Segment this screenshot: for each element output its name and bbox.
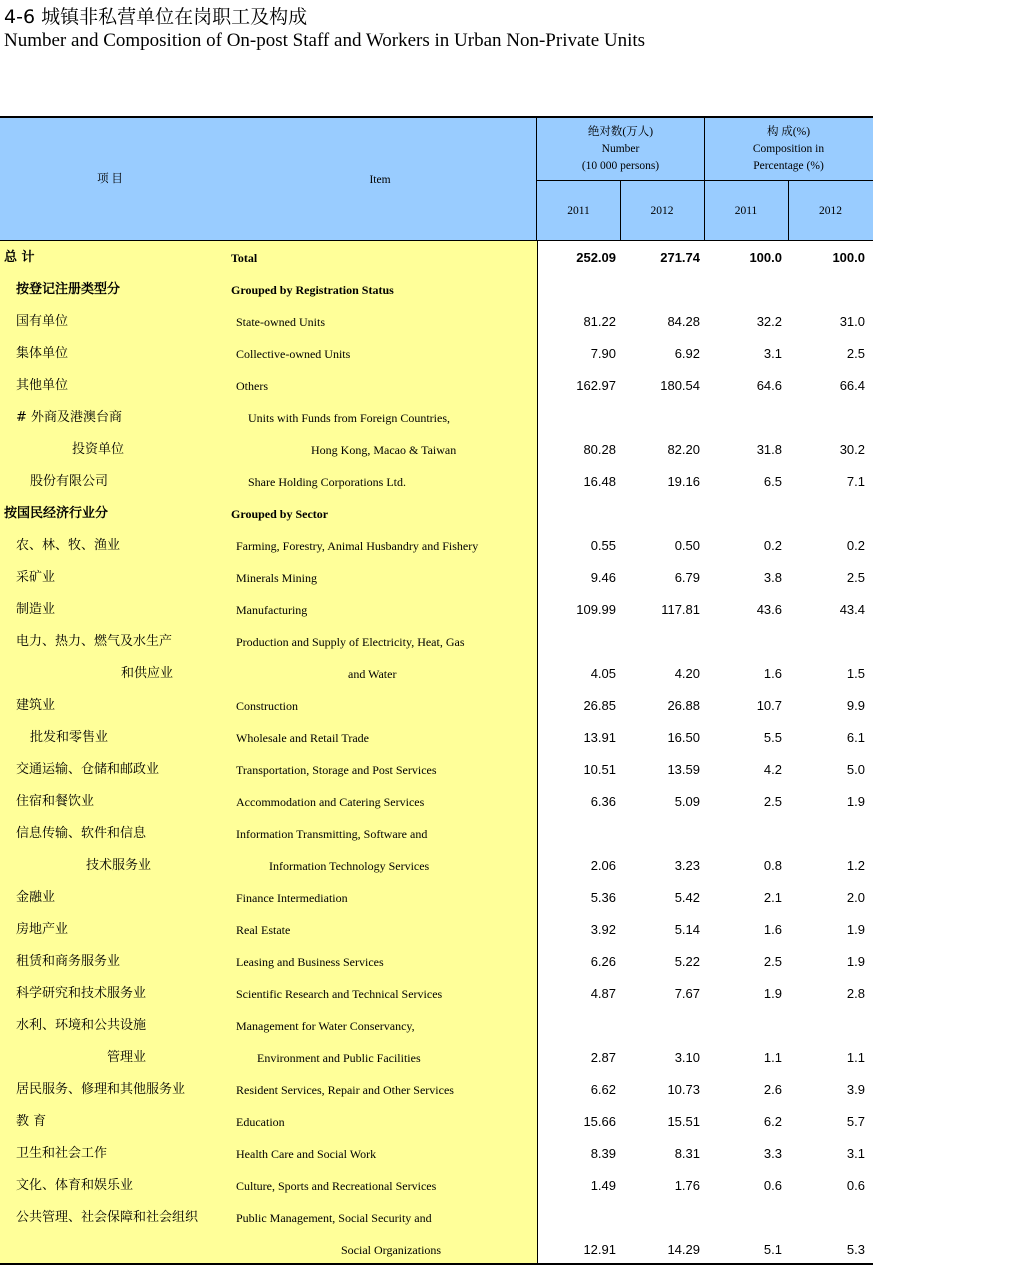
value-2012-composition: 5.0 [846, 762, 865, 777]
value-2011-composition: 1.6 [763, 666, 782, 681]
table-row [0, 946, 873, 978]
row-item-en: Farming, Forestry, Animal Husbandry and Fishery [236, 539, 479, 553]
table-row [0, 594, 873, 626]
value-2011-composition: 10.7 [756, 698, 782, 713]
value-2012-composition: 5.7 [846, 1114, 865, 1129]
row-item-en: Public Management, Social Security and [236, 1211, 432, 1225]
value-2011-number: 8.39 [590, 1146, 616, 1161]
row-item-en: Production and Supply of Electricity, Heat, Gas [236, 635, 465, 649]
value-2012-composition: 1.9 [846, 794, 865, 809]
value-2011-number: 1.49 [590, 1178, 616, 1193]
value-2011-number: 10.51 [583, 762, 616, 777]
table-row [0, 690, 873, 722]
row-item-en: and Water [348, 667, 397, 681]
page-title-en: Number and Composition of On-post Staff and Workers in Urban Non-Private Units [4, 30, 646, 51]
row-item-en: Share Holding Corporations Ltd. [248, 475, 406, 489]
value-2012-number: 117.81 [661, 602, 700, 617]
value-2011-composition: 32.2 [756, 314, 782, 329]
header-year-2011-number: 2011 [567, 205, 590, 217]
value-2011-number: 12.91 [583, 1242, 616, 1257]
row-item-cn: 其他单位 [16, 378, 69, 393]
value-2012-number: 271.74 [660, 250, 700, 265]
row-item-en: Information Technology Services [269, 859, 430, 873]
value-2011-number: 2.06 [590, 858, 616, 873]
row-item-en: Minerals Mining [236, 571, 317, 585]
table-row [0, 530, 873, 562]
table-row [0, 1074, 873, 1106]
table-row [0, 786, 873, 818]
table-row [0, 402, 873, 434]
value-2012-number: 16.50 [667, 730, 700, 745]
row-item-cn: 投资单位 [72, 442, 125, 457]
table-row [0, 1042, 873, 1074]
value-2012-number: 1.76 [674, 1178, 700, 1193]
table-row [0, 242, 873, 274]
value-2012-composition: 2.5 [846, 570, 865, 585]
value-2011-composition: 2.5 [763, 954, 782, 969]
header-number-en: Number [601, 143, 640, 155]
value-2011-number: 26.85 [583, 698, 616, 713]
header-item-cn: 项 目 [97, 173, 123, 185]
table-row [0, 562, 873, 594]
value-2012-number: 8.31 [674, 1146, 700, 1161]
value-2011-number: 6.62 [590, 1082, 616, 1097]
value-2012-composition: 1.1 [846, 1050, 865, 1065]
value-2012-composition: 9.9 [846, 698, 865, 713]
value-2012-number: 15.51 [667, 1114, 700, 1129]
row-item-cn: 公共管理、社会保障和社会组织 [16, 1210, 199, 1225]
row-item-en: Hong Kong, Macao & Taiwan [311, 443, 457, 457]
table-row [0, 626, 873, 658]
header-comp-cn: 构 成(%) [766, 126, 811, 138]
value-2012-number: 3.10 [674, 1050, 700, 1065]
header-item-en: Item [369, 174, 391, 186]
value-2011-composition: 64.6 [756, 378, 782, 393]
table-row [0, 1138, 873, 1170]
value-2011-number: 80.28 [583, 442, 616, 457]
row-item-en: Total [231, 251, 258, 265]
value-2011-composition: 6.2 [763, 1114, 782, 1129]
row-item-cn: 农、林、牧、渔业 [16, 538, 121, 553]
value-2011-composition: 2.5 [763, 794, 782, 809]
header-year-2012-number: 2012 [650, 205, 674, 217]
data-table [0, 116, 873, 1266]
value-2012-composition: 0.6 [846, 1178, 865, 1193]
header-year-2011-comp: 2011 [734, 205, 758, 217]
value-2012-number: 19.16 [667, 474, 700, 489]
header-number-unit: (10 000 persons) [581, 160, 660, 172]
table-row [0, 1202, 873, 1234]
row-item-cn: 水利、环境和公共设施 [16, 1018, 147, 1033]
value-2011-composition: 3.3 [763, 1146, 782, 1161]
row-item-en: Wholesale and Retail Trade [236, 731, 369, 745]
row-item-en: State-owned Units [236, 315, 325, 329]
row-item-en: Construction [236, 699, 298, 713]
value-2012-composition: 100.0 [832, 250, 865, 265]
value-2012-number: 5.14 [674, 922, 700, 937]
row-item-en: Scientific Research and Technical Services [236, 987, 443, 1001]
value-2012-composition: 3.1 [846, 1146, 865, 1161]
row-item-en: Leasing and Business Services [236, 955, 384, 969]
table-header [0, 116, 873, 241]
row-item-cn: 住宿和餐饮业 [16, 794, 95, 809]
value-2011-composition: 1.6 [763, 922, 782, 937]
row-item-en: Units with Funds from Foreign Countries, [248, 411, 451, 425]
row-item-cn: 管理业 [107, 1050, 147, 1065]
row-item-cn: 教 育 [16, 1114, 47, 1129]
table-row [0, 882, 873, 914]
row-item-cn: 制造业 [16, 602, 56, 617]
value-2011-composition: 0.6 [763, 1178, 782, 1193]
row-item-cn: 批发和零售业 [30, 730, 109, 745]
table-row [0, 466, 873, 498]
value-2011-number: 81.22 [583, 314, 616, 329]
value-2012-composition: 30.2 [839, 442, 865, 457]
value-2011-number: 4.87 [590, 986, 616, 1001]
row-item-cn: 信息传输、软件和信息 [16, 826, 147, 841]
row-item-cn: # 外商及港澳台商 [16, 410, 123, 425]
value-2011-composition: 4.2 [763, 762, 782, 777]
row-item-cn: 金融业 [16, 890, 56, 905]
table-row [0, 722, 873, 754]
value-2012-number: 5.42 [674, 890, 700, 905]
value-2011-composition: 3.8 [763, 570, 782, 585]
row-item-en: Management for Water Conservancy, [236, 1019, 415, 1033]
row-item-cn: 和供应业 [121, 666, 174, 681]
value-2011-composition: 3.1 [763, 346, 782, 361]
row-item-en: Others [236, 379, 268, 393]
row-item-cn: 电力、热力、燃气及水生产 [16, 634, 173, 649]
row-item-en: Transportation, Storage and Post Services [236, 763, 437, 777]
value-2012-number: 0.50 [674, 538, 700, 553]
table-row [0, 914, 873, 946]
value-2011-number: 16.48 [583, 474, 616, 489]
value-2012-number: 5.22 [674, 954, 700, 969]
value-2012-number: 6.79 [674, 570, 700, 585]
value-2012-number: 82.20 [667, 442, 700, 457]
value-2012-number: 13.59 [667, 762, 700, 777]
table-row [0, 1170, 873, 1202]
value-2011-number: 3.92 [590, 922, 616, 937]
value-2012-composition: 0.2 [846, 538, 865, 553]
value-2012-number: 10.73 [667, 1082, 700, 1097]
row-item-cn: 交通运输、仓储和邮政业 [16, 762, 160, 777]
row-item-en: Accommodation and Catering Services [236, 795, 425, 809]
row-item-en: Social Organizations [341, 1243, 442, 1257]
value-2011-composition: 2.1 [763, 890, 782, 905]
table-row [0, 370, 873, 402]
row-item-en: Collective-owned Units [236, 347, 351, 361]
row-item-en: Culture, Sports and Recreational Services [236, 1179, 437, 1193]
value-2011-composition: 43.6 [756, 602, 782, 617]
value-2011-composition: 31.8 [756, 442, 782, 457]
table-row [0, 1010, 873, 1042]
row-item-en: Education [236, 1115, 285, 1129]
row-item-cn: 按国民经济行业分 [4, 506, 109, 521]
row-item-cn: 科学研究和技术服务业 [16, 986, 147, 1001]
value-2012-composition: 1.5 [846, 666, 865, 681]
value-2011-number: 2.87 [590, 1050, 616, 1065]
row-item-cn: 房地产业 [16, 922, 69, 937]
row-item-cn: 按登记注册类型分 [16, 282, 121, 297]
value-2012-composition: 31.0 [839, 314, 865, 329]
row-item-en: Manufacturing [236, 603, 308, 617]
row-item-en: Environment and Public Facilities [257, 1051, 421, 1065]
row-item-cn: 国有单位 [16, 314, 69, 329]
value-2012-number: 4.20 [674, 666, 700, 681]
table-row [0, 978, 873, 1010]
row-item-en: Grouped by Sector [231, 507, 329, 521]
value-2011-composition: 5.5 [763, 730, 782, 745]
value-2012-number: 7.67 [674, 986, 700, 1001]
value-2011-composition: 1.1 [763, 1050, 782, 1065]
row-item-en: Information Transmitting, Software and [236, 827, 428, 841]
row-item-cn: 股份有限公司 [30, 474, 109, 489]
table-row [0, 434, 873, 466]
value-2012-composition: 2.5 [846, 346, 865, 361]
header-comp-en2: Percentage (%) [753, 160, 824, 172]
header-divider [788, 180, 789, 243]
value-2012-composition: 66.4 [839, 378, 865, 393]
value-2012-number: 180.54 [660, 378, 700, 393]
value-2011-composition: 0.8 [763, 858, 782, 873]
row-item-cn: 建筑业 [16, 698, 56, 713]
value-2011-number: 15.66 [583, 1114, 616, 1129]
value-2012-number: 26.88 [667, 698, 700, 713]
row-item-en: Finance Intermediation [236, 891, 348, 905]
value-2012-number: 6.92 [674, 346, 700, 361]
row-item-en: Resident Services, Repair and Other Services [236, 1083, 454, 1097]
header-divider [537, 180, 873, 181]
value-2012-composition: 1.9 [846, 922, 865, 937]
value-2011-composition: 100.0 [749, 250, 782, 265]
table-row [0, 850, 873, 882]
value-2011-number: 4.05 [590, 666, 616, 681]
table-row [0, 274, 873, 306]
value-2011-number: 252.09 [576, 250, 616, 265]
row-item-en: Grouped by Registration Status [231, 283, 394, 297]
table-row [0, 338, 873, 370]
value-2012-composition: 43.4 [839, 602, 865, 617]
value-2011-number: 13.91 [583, 730, 616, 745]
table-row [0, 498, 873, 530]
value-2011-number: 0.55 [590, 538, 616, 553]
header-number-cn: 绝对数(万人) [587, 126, 654, 138]
value-2011-composition: 1.9 [763, 986, 782, 1001]
value-2011-number: 5.36 [590, 890, 616, 905]
value-2011-number: 6.26 [590, 954, 616, 969]
row-item-cn: 文化、体育和娱乐业 [16, 1178, 134, 1193]
value-2012-number: 5.09 [674, 794, 700, 809]
value-2011-number: 7.90 [590, 346, 616, 361]
value-2012-composition: 5.3 [846, 1242, 865, 1257]
row-item-cn: 集体单位 [16, 346, 69, 361]
header-divider [620, 180, 621, 243]
value-2012-composition: 7.1 [846, 474, 865, 489]
table-row [0, 306, 873, 338]
page-title-cn: 4-6 城镇非私营单位在岗职工及构成 [4, 6, 308, 28]
value-2012-composition: 1.9 [846, 954, 865, 969]
value-2011-number: 6.36 [590, 794, 616, 809]
value-2011-composition: 5.1 [763, 1242, 782, 1257]
value-2012-composition: 1.2 [846, 858, 865, 873]
value-2012-composition: 2.0 [846, 890, 865, 905]
value-2011-number: 162.97 [576, 378, 616, 393]
value-2012-number: 3.23 [674, 858, 700, 873]
value-2011-number: 109.99 [576, 602, 616, 617]
table-row [0, 658, 873, 690]
value-2011-composition: 0.2 [763, 538, 782, 553]
table-row [0, 1234, 873, 1266]
table-row [0, 818, 873, 850]
row-item-cn: 采矿业 [16, 570, 56, 585]
row-item-cn: 总 计 [4, 250, 35, 265]
value-2012-composition: 3.9 [846, 1082, 865, 1097]
value-2011-composition: 6.5 [763, 474, 782, 489]
row-item-cn: 技术服务业 [86, 858, 152, 873]
value-2011-number: 9.46 [590, 570, 616, 585]
table-row [0, 1106, 873, 1138]
value-2012-composition: 6.1 [846, 730, 865, 745]
table-row [0, 754, 873, 786]
value-2012-number: 84.28 [667, 314, 700, 329]
value-2011-composition: 2.6 [763, 1082, 782, 1097]
header-year-2012-comp: 2012 [819, 205, 842, 217]
row-item-cn: 卫生和社会工作 [16, 1146, 108, 1161]
row-item-cn: 居民服务、修理和其他服务业 [16, 1082, 186, 1097]
row-item-en: Health Care and Social Work [236, 1147, 377, 1161]
row-item-cn: 租赁和商务服务业 [16, 954, 121, 969]
row-item-en: Real Estate [236, 923, 291, 937]
header-comp-en1: Composition in [752, 143, 825, 155]
value-2012-composition: 2.8 [846, 986, 865, 1001]
table-bottom-rule [0, 1263, 873, 1265]
value-2012-number: 14.29 [667, 1242, 700, 1257]
